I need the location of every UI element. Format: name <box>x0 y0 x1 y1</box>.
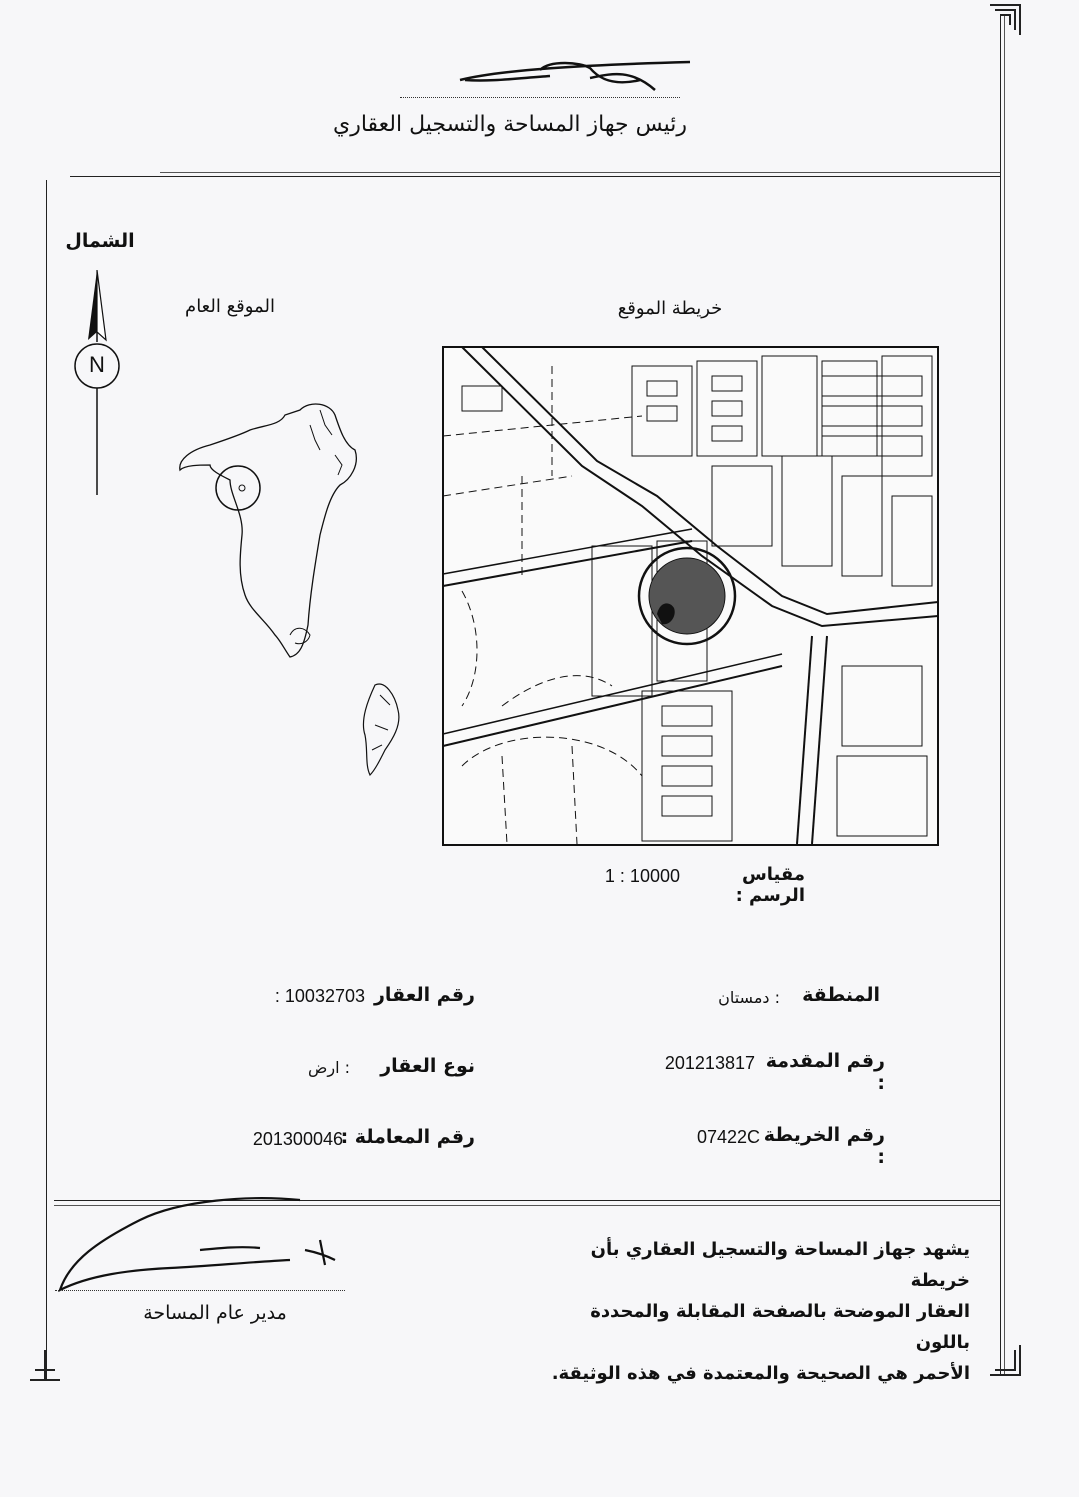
certification-line-2: العقار الموضحة بالصفحة المقابلة والمحددة باللون <box>590 1301 970 1353</box>
scale-value: 1 : 10000 <box>604 866 680 886</box>
director-signature <box>50 1180 350 1300</box>
certification-line-3: الأحمر هي الصحيحة والمعتمدة في هذه الوثيقة. <box>551 1363 970 1384</box>
property-type-label: نوع العقار <box>380 1055 475 1077</box>
site-map <box>442 346 939 846</box>
certification-line-1: يشهد جهاز المساحة والتسجيل العقاري بأن خريطة <box>590 1239 970 1291</box>
frame-ornament-top-right <box>985 0 1025 40</box>
north-arrow-icon <box>70 270 130 500</box>
request-no-value: 201213817 <box>664 1053 755 1073</box>
scale-label: مقياس الرسم : <box>735 864 805 906</box>
president-title: رئيس جهاز المساحة والتسجيل العقاري <box>332 112 688 137</box>
property-type-value: : ارض <box>308 1058 350 1077</box>
frame-right-border-inner <box>1004 14 1005 1374</box>
frame-ornament-bottom-left <box>25 1345 65 1385</box>
header-divider <box>70 176 1000 177</box>
transaction-no-value: 201300046 <box>252 1129 343 1149</box>
property-no-label: رقم العقار <box>373 984 475 1006</box>
north-letter: N <box>89 352 105 377</box>
north-label: الشمال <box>65 230 135 252</box>
transaction-no-label: رقم المعاملة : <box>340 1126 475 1148</box>
map-no-label: رقم الخريطة : <box>763 1124 885 1168</box>
map-no-value: 07422C <box>696 1127 760 1147</box>
director-signature-line <box>55 1290 345 1291</box>
property-no-value: 10032703 : <box>274 986 365 1006</box>
general-location-title: الموقع العام <box>185 296 275 317</box>
bahrain-outline-map <box>170 395 420 785</box>
director-title: مدير عام المساحة <box>143 1302 287 1324</box>
frame-left-border <box>46 180 47 1380</box>
area-value: : دمستان <box>718 988 780 1007</box>
frame-right-border <box>1000 14 1001 1374</box>
frame-ornament-bottom-right <box>985 1340 1025 1380</box>
area-label: المنطقة <box>802 984 880 1006</box>
certification-text <box>530 1234 970 1389</box>
request-no-label: رقم المقدمة : <box>765 1050 885 1094</box>
president-signature-line <box>400 97 680 98</box>
site-map-title: خريطة الموقع <box>617 298 723 319</box>
header-divider-2 <box>160 172 1000 173</box>
